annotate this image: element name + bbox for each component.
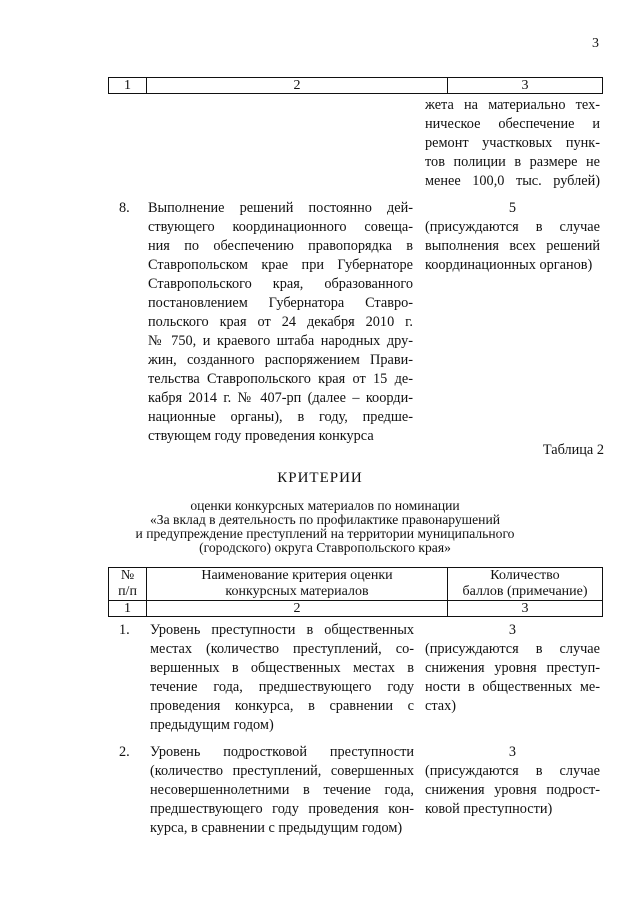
continuation-line: жета на материально тех- <box>425 97 600 113</box>
colnum-2: 2 <box>147 601 448 617</box>
header-line: Количество <box>490 568 560 583</box>
continuation-line: менее 100,0 тыс. рублей) <box>425 173 600 189</box>
item-number: 8. <box>119 200 130 216</box>
item-text-line: Выполнение решений постоянно дей- <box>148 200 413 216</box>
item-text-line: Уровень преступности в общественных <box>150 622 414 638</box>
colnum-2: 2 <box>147 78 448 94</box>
item-text-line: проведения конкурса, в сравнении с <box>150 698 414 714</box>
item-text-line: польского края от 24 декабря 2010 г. <box>148 314 413 330</box>
header-line: п/п <box>118 584 137 599</box>
item-text-line: предшествующего году проведения кон- <box>150 801 414 817</box>
item-text-line: Ставропольском крае при Губернаторе <box>148 257 413 273</box>
criteria-title: КРИТЕРИИ <box>277 470 363 486</box>
item-text-line: жин, созданного распоряжением Прави- <box>148 352 413 368</box>
table2-header <box>108 567 603 617</box>
colnum-1: 1 <box>109 601 147 617</box>
item-text-line: несовершеннолетними в течение года, <box>150 782 414 798</box>
item-text-line: ствующем году проведения конкурса <box>148 428 374 444</box>
item-note-line: снижения уровня преступ- <box>425 660 600 676</box>
header-line: Наименование критерия оценки <box>201 568 393 583</box>
subtitle-line: «За вклад в деятельность по профилактике правонарушений <box>149 512 500 527</box>
item-note-line: снижения уровня подрост- <box>425 782 600 798</box>
continuation-line: ническое обеспечение и <box>425 116 600 132</box>
item-text-line: № 750, и краевого штаба народных дру- <box>148 333 413 349</box>
header-name-cell <box>147 568 448 601</box>
item-score: 3 <box>508 622 517 638</box>
item-text-line: тельства Ставропольского края от 15 де- <box>148 371 413 387</box>
item-note-line: ковой преступности) <box>425 801 553 817</box>
item-text-line: ния по обеспечению правопорядка в <box>148 238 413 254</box>
item-note-line: (присуждаются в случае <box>425 219 600 235</box>
header-line: баллов (примечание) <box>462 584 588 599</box>
item-number: 1. <box>119 622 130 638</box>
colnum-3: 3 <box>448 601 603 617</box>
continuation-line: тов полиции в размере не <box>425 154 600 170</box>
item-text-line: течение года, предшествующего году <box>150 679 414 695</box>
item-text-line: предыдущим годом) <box>150 717 274 733</box>
item-text-line: Ставропольского края, образованного <box>148 276 413 292</box>
item-text-line: местах (количество преступлений, со- <box>150 641 414 657</box>
page-number: 3 <box>592 36 599 51</box>
item-score: 5 <box>508 200 517 216</box>
item-text-line: ствующего координационного совеща- <box>148 219 413 235</box>
subtitle-line: (городского) округа Ставропольского края» <box>199 540 451 555</box>
item-score: 3 <box>508 744 517 760</box>
colnum-3: 3 <box>448 78 603 94</box>
subtitle-line: оценки конкурсных материалов по номинации <box>190 498 460 513</box>
item-text-line: курса, в сравнении с предыдущим годом) <box>150 820 403 836</box>
item-text-line: Уровень подростковой преступности <box>150 744 414 760</box>
item-note-line: выполнения всех решений <box>425 238 600 254</box>
item-text-line: постановлением Губернатора Ставро- <box>148 295 413 311</box>
subtitle-line: и предупреждение преступлений на территории муниципального <box>135 526 515 541</box>
table-label: Таблица 2 <box>542 442 604 458</box>
item-note-line: (присуждаются в случае <box>425 641 600 657</box>
item-note-line: (присуждаются в случае <box>425 763 600 779</box>
header-score-cell <box>448 568 603 601</box>
header-number-cell <box>109 568 147 601</box>
continuation-line: ремонт участковых пунк- <box>425 135 600 151</box>
item-number: 2. <box>119 744 130 760</box>
header-line: № <box>120 568 135 583</box>
item-note-line: координационных органов) <box>425 257 593 273</box>
header-line: конкурсных материалов <box>225 584 369 599</box>
item-note-line: стах) <box>425 698 457 714</box>
item-text-line: национные органы), в году, предше- <box>148 409 413 425</box>
item-note-line: ности в общественных ме- <box>425 679 600 695</box>
item-text-line: (количество преступлений, совершенных <box>150 763 414 779</box>
item-text-line: кабря 2014 г. № 407-рп (далее – коорди- <box>148 390 413 406</box>
column-number-row <box>108 77 603 94</box>
colnum-1: 1 <box>109 78 147 94</box>
item-text-line: вершенных в общественных местах в <box>150 660 414 676</box>
